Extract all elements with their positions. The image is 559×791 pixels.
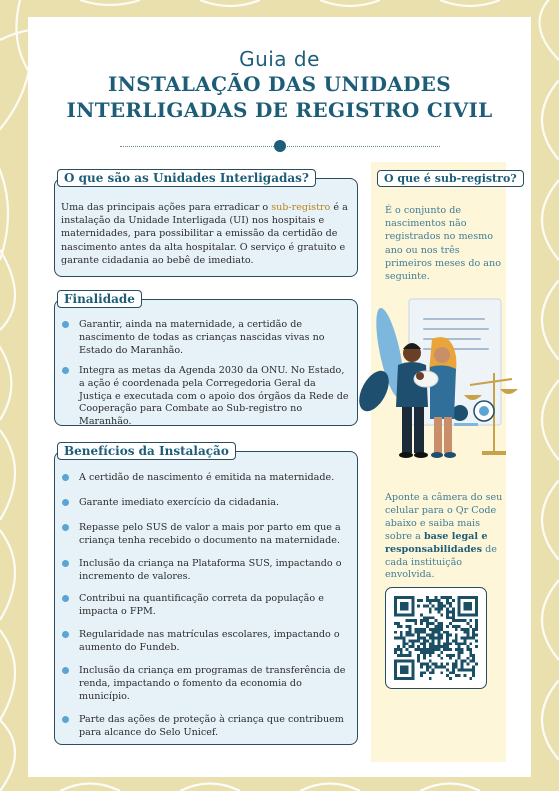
page-subtitle: Guia de <box>239 47 320 71</box>
benefit-item: Garante imediato exercício da cidadania. <box>61 497 351 510</box>
benefit-item: Inclusão da criança em programas de transferência de renda, impactando o fomento da economia do município. <box>61 665 351 704</box>
page-title-line2: INTERLIGADAS DE REGISTRO CIVIL <box>66 98 493 122</box>
qr-text-end: de cada instituição envolvida. <box>385 543 497 581</box>
qr-instruction-text <box>385 492 503 582</box>
section-purpose-title: Finalidade <box>57 290 142 308</box>
section-what-text-start: Uma das principais ações para erradicar o <box>61 202 272 213</box>
purpose-item: Garantir, ainda na maternidade, a certidão de nascimento de todas as crianças nascidas vivas no Estado do Maranhão. <box>61 319 351 358</box>
page-header <box>28 47 531 123</box>
benefit-item: Repasse pelo SUS de valor a mais por parto em que a criança tenha recebido o documento na maternidade. <box>61 522 351 548</box>
benefit-item: A certidão de nascimento é emitida na maternidade. <box>61 472 351 485</box>
sidebar-title: O que é sub-registro? <box>377 170 524 187</box>
section-what-text <box>61 201 351 267</box>
section-benefits-box <box>54 451 358 745</box>
section-what-text-end: é a instalação da Unidade Interligada (UI) nos hospitais e maternidades, para possibilitar a emissão da certidão de nascimento antes da alta hospitalar. O serviço é gratuito e garante cidadania ao bebê de imediato. <box>61 202 348 266</box>
qr-code-frame[interactable] <box>385 587 487 689</box>
purpose-list <box>61 319 351 429</box>
benefit-item: Inclusão da criança na Plataforma SUS, impactando o incremento de valores. <box>61 558 351 584</box>
section-what-box <box>54 178 358 277</box>
benefit-item: Contribui na quantificação correta da população e impacta o FPM. <box>61 593 351 619</box>
sub-registro-highlight: sub-registro <box>271 202 331 213</box>
couple-with-baby-illustration <box>344 283 519 463</box>
header-divider <box>120 141 440 151</box>
section-purpose-box <box>54 299 358 426</box>
benefit-item: Regularidade nas matrículas escolares, impactando o aumento do Fundeb. <box>61 629 351 655</box>
guide-page <box>28 17 531 777</box>
section-what-title: O que são as Unidades Interligadas? <box>57 169 316 187</box>
sub-registro-definition: É o conjunto de nascimentos não registrados no mesmo ano ou nos três primeiros meses do ano seguinte. <box>385 205 501 283</box>
qr-code[interactable] <box>394 596 478 680</box>
page-title-line1: INSTALAÇÃO DAS UNIDADES <box>108 72 451 96</box>
benefit-item: Parte das ações de proteção à criança que contribuem para alcance do Selo Unicef. <box>61 714 351 740</box>
section-benefits-title: Benefícios da Instalação <box>57 442 236 460</box>
divider-dot <box>274 140 286 152</box>
qr-text-bold: base legal e responsabilidades <box>385 530 488 555</box>
qr-text-start: Aponte a câmera do seu celular para o Qr Code abaixo e saiba mais sobre a <box>385 492 503 542</box>
benefits-list <box>61 472 351 740</box>
purpose-item: Integra as metas da Agenda 2030 da ONU. No Estado, a ação é coordenada pela Corregedoria Geral da Justiça e executada com o apoio dos órgãos da Rede de Cooperação para Combate ao Sub-registro no Maranhão. <box>61 365 351 430</box>
